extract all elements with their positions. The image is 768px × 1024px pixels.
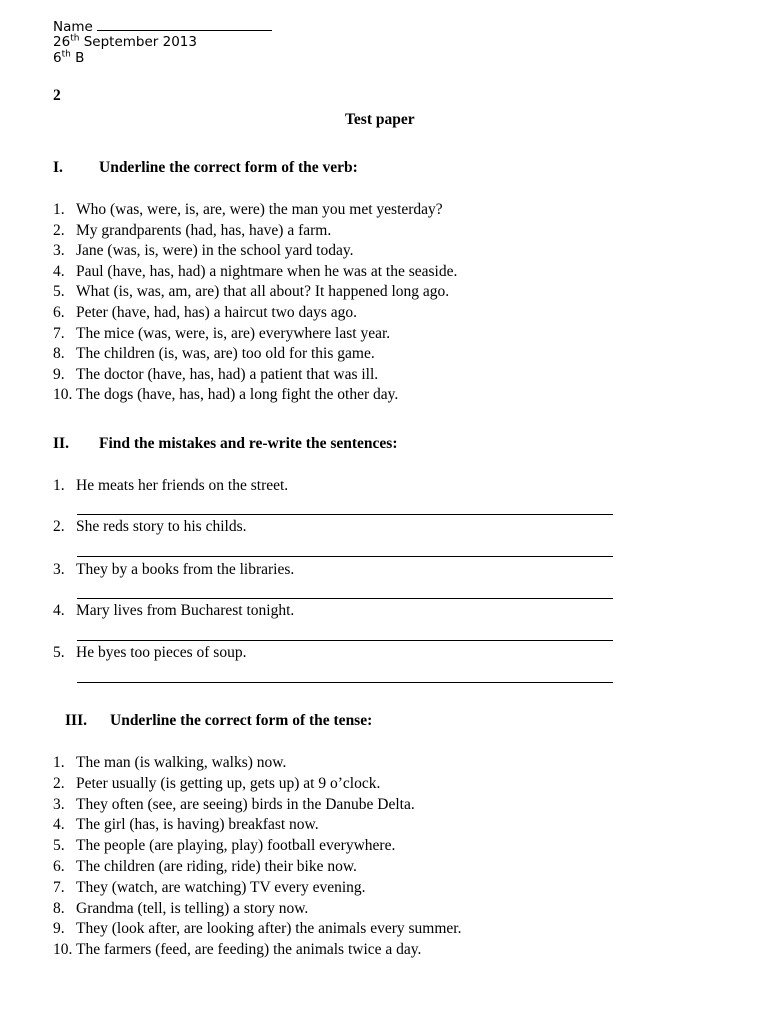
item-text: The man (is walking, walks) now. (76, 754, 287, 771)
item-text: They (watch, are watching) TV every evening. (76, 878, 366, 896)
item-text: The girl (has, is having) breakfast now. (76, 816, 319, 834)
section-1-numeral: I. (53, 159, 63, 176)
name-line-row (53, 17, 272, 35)
item-text: The children (is, was, are) too old for this game. (76, 345, 375, 363)
item-text: They by a books from the libraries. (76, 561, 295, 578)
item-text: He byes too pieces of soup. (76, 644, 247, 661)
item-text: The dogs (have, has, had) a long fight the other day. (76, 386, 399, 404)
item-number: 7. (53, 878, 65, 896)
item-number: 4. (53, 602, 65, 619)
section-1-heading-text: Underline the correct form of the verb: (99, 159, 358, 176)
item-text: He meats her friends on the street. (76, 477, 289, 494)
item-number: 6. (53, 304, 65, 321)
item-number: 2. (53, 518, 65, 535)
item-number: 1. (53, 477, 65, 494)
item-number: 3. (53, 795, 65, 813)
item-number: 10. (53, 941, 73, 959)
answer-line[interactable] (77, 556, 613, 557)
item-number: 5. (53, 283, 65, 301)
item-text: Peter (have, had, has) a haircut two days ago. (76, 304, 358, 321)
answer-line[interactable] (77, 514, 613, 515)
section-2-heading-text: Find the mistakes and re-write the sentences: (99, 435, 398, 452)
item-number: 1. (53, 754, 65, 771)
class-row (53, 50, 84, 66)
item-text: She reds story to his childs. (76, 518, 247, 535)
item-text: What (is, was, am, are) that all about? It happened long ago. (76, 283, 450, 301)
item-number: 7. (53, 324, 65, 342)
item-number: 2. (53, 774, 65, 792)
item-number: 9. (53, 365, 65, 383)
section-3-numeral: III. (65, 712, 87, 729)
section-3-heading (65, 712, 665, 732)
item-number: 4. (53, 816, 65, 834)
section-1-heading (53, 159, 653, 179)
item-number: 4. (53, 262, 65, 280)
class-number: 6 (53, 50, 62, 66)
item-number: 3. (53, 242, 65, 260)
item-text: The mice (was, were, is, are) everywhere last year. (76, 324, 391, 342)
class-letter: B (75, 50, 85, 66)
item-text: My grandparents (had, has, have) a farm. (76, 221, 332, 239)
item-text: They often (see, are seeing) birds in the Danube Delta. (76, 795, 415, 813)
item-text: The doctor (have, has, had) a patient that was ill. (76, 365, 379, 383)
item-number: 8. (53, 899, 65, 917)
item-text: They (look after, are looking after) the animals every summer. (76, 920, 462, 938)
item-number: 8. (53, 345, 65, 363)
item-text: Jane (was, is, were) in the school yard today. (76, 242, 354, 260)
item-number: 3. (53, 561, 65, 578)
item-text: Who (was, were, is, are, were) the man you met yesterday? (76, 201, 443, 218)
item-number: 2. (53, 221, 65, 239)
item-text: The children (are riding, ride) their bike now. (76, 858, 357, 875)
date-rest: September 2013 (83, 34, 197, 50)
class-suffix: th (61, 49, 71, 60)
page-number: 2 (53, 87, 61, 104)
item-number: 5. (53, 644, 65, 661)
item-text: Grandma (tell, is telling) a story now. (76, 899, 309, 917)
answer-line[interactable] (77, 640, 613, 641)
item-number: 9. (53, 920, 65, 938)
section-3-heading-text: Underline the correct form of the tense: (110, 712, 373, 729)
date-suffix: th (70, 33, 80, 44)
item-number: 10. (53, 386, 73, 404)
date-row (53, 34, 197, 50)
answer-line[interactable] (77, 598, 613, 599)
item-number: 1. (53, 201, 65, 218)
section-2-heading (53, 435, 653, 455)
item-text: The people (are playing, play) football everywhere. (76, 837, 396, 855)
item-text: Mary lives from Bucharest tonight. (76, 602, 295, 619)
name-blank (97, 17, 272, 31)
item-text: Paul (have, has, had) a nightmare when he was at the seaside. (76, 262, 458, 280)
page-title: Test paper (345, 111, 415, 128)
item-text: Peter usually (is getting up, gets up) at 9 o’clock. (76, 774, 381, 792)
section-2-numeral: II. (53, 435, 69, 452)
item-number: 5. (53, 837, 65, 855)
date-day: 26 (53, 34, 71, 50)
item-number: 6. (53, 858, 65, 875)
item-text: The farmers (feed, are feeding) the animals twice a day. (76, 941, 422, 959)
name-label: Name (53, 19, 93, 35)
answer-line[interactable] (77, 682, 613, 683)
